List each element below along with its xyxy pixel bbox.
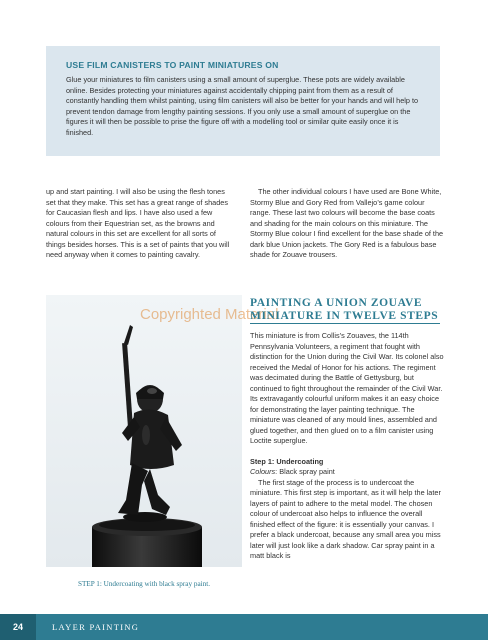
page-footer <box>0 614 488 640</box>
section-intro: This miniature is from Collis’s Zouaves, the 114th Pennsylvania Volunteers, a regiment that fought with distinction for the Union during the Civil War. Its colonel also received the Medal of Honor for his actions. The regiment was decimated during the Battle of Gettysburg, but continued to fight throughout the remainder of the Civil War. Its extravagantly colourful uniform makes it an easy choice for demonstrating the layer painting technique. The miniature was cleaned of any mould lines, assembled and glued together, and then glued on to a film canister using Loctite superglue. <box>250 331 444 445</box>
black-miniature-figure <box>46 295 242 567</box>
heading-rule <box>250 323 440 324</box>
step-colours <box>250 467 444 478</box>
section-heading: PAINTING A UNION ZOUAVE MINIATURE IN TWELVE STEPS <box>250 297 439 322</box>
section-body <box>250 331 444 562</box>
step-title: Step 1: Undercoating <box>250 456 324 466</box>
chapter-title: LAYER PAINTING <box>52 622 140 632</box>
miniature-photo <box>46 295 242 567</box>
watermark: Copyrighted Material <box>140 306 279 323</box>
page-number: 24 <box>0 614 36 640</box>
colours-value: : Black spray paint <box>275 467 335 476</box>
tip-body: Glue your miniatures to film canisters using a small amount of superglue. These pots are widely available online. Besides protecting your miniatures against accidentally chipping paint from them as a result of constantly handling them whilst painting, using film canisters will also be better for your hands and will help to prevent tendon damage from lengthy painting sessions. If you only use a small amount of superglue on the figures it will then be possible to prise the figure off with a modelling tool or similar quite easily once it is finished. <box>66 75 419 137</box>
left-column <box>46 187 236 261</box>
right-column <box>250 187 446 261</box>
right-column-text: The other individual colours I have used are Bone White, Stormy Blue and Gory Red from Vallejo’s game colour range. These last two colours will become the base coats and shading for the main colours on this miniature. The Stormy Blue colour I find excellent for the base shade of the dark blue Union jackets. The Gory Red is a fabulous base shade for Zouave trousers. <box>250 187 444 259</box>
tip-title: USE FILM CANISTERS TO PAINT MINIATURES ON <box>66 60 279 70</box>
colours-label: Colours <box>250 467 276 476</box>
step-text: The first stage of the process is to undercoat the miniature. This first step is important, as it will help the later layers of paint to adhere to the metal model. The chosen colour of undercoat also helps to influence the overall finished effect of the figure: it is essentially your canvas. I prefer a black undercoat, because any small area you miss later will just look like a dark shadow. Car spray paint in a matt black is <box>250 477 441 560</box>
photo-caption: STEP 1: Undercoating with black spray paint. <box>77 580 211 589</box>
left-column-text: up and start painting. I will also be using the flesh tones set that they make. This set has a great range of shades for Caucasian flesh and lips. I have also used a few colours from their Equestrian set, as the browns and natural colours in this set are excellent for all sorts of things besides horses. This is a set of paints that you will need anyway when it comes to painting cavalry. <box>46 187 230 259</box>
tip-box <box>46 46 440 156</box>
